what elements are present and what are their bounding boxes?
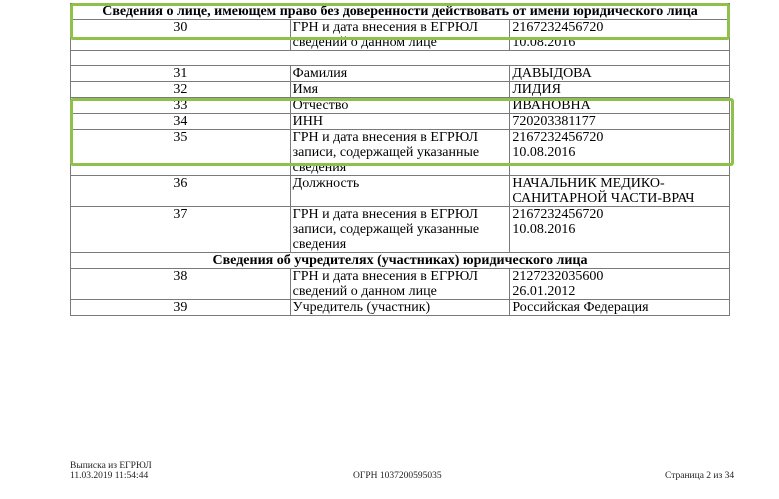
row-number: 32: [71, 82, 291, 98]
director-section-header: Сведения о лице, имеющем право без доверенности действовать от имени юридического лица: [71, 4, 730, 20]
table-row: [71, 66, 730, 82]
row-value: 2167232456720 10.08.2016: [510, 207, 730, 253]
row-value-surname: ДАВЫДОВА: [510, 66, 730, 82]
row-value-founder: Российская Федерация: [510, 300, 730, 316]
table-row: [71, 114, 730, 130]
section-header-row: [71, 253, 730, 269]
table-row: [71, 300, 730, 316]
row-label: Имя: [290, 82, 510, 98]
row-value-patronymic: ИВАНОВНА: [510, 98, 730, 114]
row-value: 2167232456720 10.08.2016: [510, 20, 730, 51]
row-value-position: НАЧАЛЬНИК МЕДИКО-САНИТАРНОЙ ЧАСТИ-ВРАЧ: [510, 176, 730, 207]
row-label: ГРН и дата внесения в ЕГРЮЛ записи, содержащей указанные сведения: [290, 207, 510, 253]
table-row: [71, 82, 730, 98]
row-label: ГРН и дата внесения в ЕГРЮЛ сведений о данном лице: [290, 20, 510, 51]
row-label: Фамилия: [290, 66, 510, 82]
row-number: 35: [71, 130, 291, 176]
table-row: [71, 176, 730, 207]
table-row: [71, 130, 730, 176]
row-label: Отчество: [290, 98, 510, 114]
section-header-row: [71, 4, 730, 20]
row-label: ГРН и дата внесения в ЕГРЮЛ сведений о данном лице: [290, 269, 510, 300]
row-label: Должность: [290, 176, 510, 207]
row-label: ГРН и дата внесения в ЕГРЮЛ записи, содержащей указанные сведения: [290, 130, 510, 176]
footer-title: Выписка из ЕГРЮЛ: [70, 461, 152, 471]
row-number: 37: [71, 207, 291, 253]
row-label: Учредитель (участник): [290, 300, 510, 316]
row-number: 38: [71, 269, 291, 300]
footer-ogrn: ОГРН 1037200595035: [353, 471, 442, 481]
row-value: 2127232035600 26.01.2012: [510, 269, 730, 300]
footer-extract-info: [70, 461, 152, 481]
row-value: 2167232456720 10.08.2016: [510, 130, 730, 176]
founders-section-header: Сведения об учредителях (участниках) юридического лица: [71, 253, 730, 269]
row-number: 30: [71, 20, 291, 51]
footer-datetime: 11.03.2019 11:54:44: [70, 471, 149, 481]
table-row: [71, 269, 730, 300]
row-value-inn: 720203381177: [510, 114, 730, 130]
table-row: [71, 207, 730, 253]
row-number: 36: [71, 176, 291, 207]
row-number: 39: [71, 300, 291, 316]
row-number: 34: [71, 114, 291, 130]
table-row: [71, 20, 730, 51]
blank-row: [71, 51, 730, 66]
row-number: 31: [71, 66, 291, 82]
table-row: [71, 98, 730, 114]
row-number: 33: [71, 98, 291, 114]
egrul-table: [70, 3, 730, 316]
row-value-name: ЛИДИЯ: [510, 82, 730, 98]
row-label: ИНН: [290, 114, 510, 130]
footer-page-number: Страница 2 из 34: [665, 471, 735, 481]
